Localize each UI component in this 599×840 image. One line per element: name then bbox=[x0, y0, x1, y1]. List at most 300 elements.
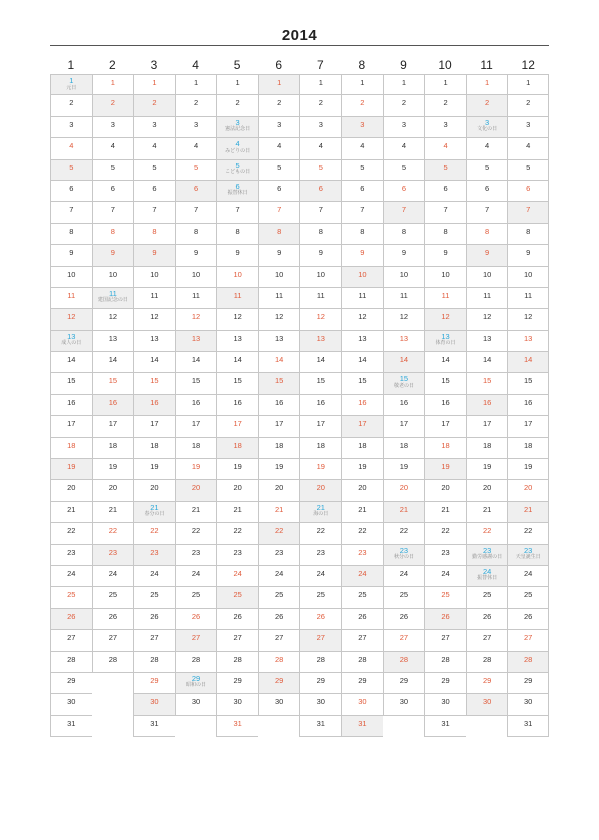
day-cell[interactable] bbox=[383, 245, 425, 266]
day-cell[interactable] bbox=[133, 630, 175, 651]
day-cell[interactable] bbox=[424, 267, 466, 288]
day-cell[interactable] bbox=[466, 117, 508, 138]
day-cell[interactable] bbox=[258, 438, 300, 459]
day-cell[interactable] bbox=[92, 480, 134, 501]
day-cell[interactable] bbox=[424, 716, 466, 737]
day-cell[interactable] bbox=[175, 267, 217, 288]
day-cell[interactable] bbox=[299, 245, 341, 266]
day-cell[interactable] bbox=[50, 438, 92, 459]
day-cell[interactable] bbox=[299, 459, 341, 480]
day-cell[interactable] bbox=[466, 160, 508, 181]
day-cell[interactable] bbox=[216, 673, 258, 694]
day-cell[interactable] bbox=[50, 716, 92, 737]
day-cell[interactable] bbox=[341, 630, 383, 651]
day-cell[interactable] bbox=[216, 331, 258, 352]
day-cell[interactable] bbox=[466, 566, 508, 587]
day-cell[interactable] bbox=[92, 202, 134, 223]
day-cell[interactable] bbox=[424, 652, 466, 673]
day-cell[interactable] bbox=[424, 331, 466, 352]
day-cell[interactable] bbox=[424, 480, 466, 501]
day-cell[interactable] bbox=[92, 587, 134, 608]
day-cell[interactable] bbox=[507, 202, 549, 223]
day-cell[interactable] bbox=[383, 502, 425, 523]
day-cell[interactable] bbox=[175, 373, 217, 394]
day-cell[interactable] bbox=[92, 566, 134, 587]
day-cell[interactable] bbox=[507, 160, 549, 181]
day-cell[interactable] bbox=[50, 694, 92, 715]
day-cell[interactable] bbox=[92, 459, 134, 480]
day-cell[interactable] bbox=[50, 395, 92, 416]
day-cell[interactable] bbox=[383, 480, 425, 501]
day-cell[interactable] bbox=[299, 673, 341, 694]
day-cell[interactable] bbox=[299, 117, 341, 138]
day-cell[interactable] bbox=[466, 267, 508, 288]
day-cell[interactable] bbox=[258, 202, 300, 223]
day-cell[interactable] bbox=[50, 373, 92, 394]
day-cell[interactable] bbox=[133, 545, 175, 566]
day-cell[interactable] bbox=[216, 117, 258, 138]
day-cell[interactable] bbox=[383, 331, 425, 352]
day-cell[interactable] bbox=[133, 673, 175, 694]
day-cell[interactable] bbox=[175, 224, 217, 245]
day-cell[interactable] bbox=[258, 373, 300, 394]
day-cell[interactable] bbox=[258, 117, 300, 138]
day-cell[interactable] bbox=[258, 609, 300, 630]
day-cell[interactable] bbox=[92, 267, 134, 288]
day-cell[interactable] bbox=[175, 673, 217, 694]
day-cell[interactable] bbox=[424, 566, 466, 587]
day-cell[interactable] bbox=[175, 138, 217, 159]
day-cell[interactable] bbox=[383, 459, 425, 480]
day-cell[interactable] bbox=[383, 138, 425, 159]
day-cell[interactable] bbox=[92, 309, 134, 330]
day-cell[interactable] bbox=[258, 480, 300, 501]
day-cell[interactable] bbox=[507, 673, 549, 694]
day-cell[interactable] bbox=[92, 288, 134, 309]
day-cell[interactable] bbox=[92, 395, 134, 416]
day-cell[interactable] bbox=[424, 545, 466, 566]
day-cell[interactable] bbox=[507, 630, 549, 651]
day-cell[interactable] bbox=[216, 630, 258, 651]
day-cell[interactable] bbox=[258, 267, 300, 288]
day-cell[interactable] bbox=[216, 160, 258, 181]
day-cell[interactable] bbox=[50, 117, 92, 138]
day-cell[interactable] bbox=[92, 352, 134, 373]
day-cell[interactable] bbox=[133, 459, 175, 480]
day-cell[interactable] bbox=[424, 352, 466, 373]
day-cell[interactable] bbox=[92, 502, 134, 523]
day-cell[interactable] bbox=[424, 438, 466, 459]
day-cell[interactable] bbox=[341, 566, 383, 587]
day-cell[interactable] bbox=[341, 224, 383, 245]
day-cell[interactable] bbox=[50, 652, 92, 673]
day-cell[interactable] bbox=[341, 181, 383, 202]
day-cell[interactable] bbox=[216, 373, 258, 394]
day-cell[interactable] bbox=[466, 502, 508, 523]
day-cell[interactable] bbox=[133, 395, 175, 416]
day-cell[interactable] bbox=[133, 438, 175, 459]
day-cell[interactable] bbox=[216, 95, 258, 116]
day-cell[interactable] bbox=[383, 352, 425, 373]
day-cell[interactable] bbox=[507, 502, 549, 523]
day-cell[interactable] bbox=[424, 609, 466, 630]
day-cell[interactable] bbox=[175, 545, 217, 566]
day-cell[interactable] bbox=[299, 288, 341, 309]
day-cell[interactable] bbox=[466, 523, 508, 544]
day-cell[interactable] bbox=[299, 160, 341, 181]
day-cell[interactable] bbox=[341, 523, 383, 544]
day-cell[interactable] bbox=[424, 181, 466, 202]
day-cell[interactable] bbox=[299, 181, 341, 202]
day-cell[interactable] bbox=[466, 352, 508, 373]
day-cell[interactable] bbox=[175, 395, 217, 416]
day-cell[interactable] bbox=[507, 459, 549, 480]
day-cell[interactable] bbox=[341, 609, 383, 630]
day-cell[interactable] bbox=[466, 438, 508, 459]
day-cell[interactable] bbox=[133, 373, 175, 394]
day-cell[interactable] bbox=[175, 74, 217, 95]
day-cell[interactable] bbox=[424, 138, 466, 159]
day-cell[interactable] bbox=[258, 352, 300, 373]
day-cell[interactable] bbox=[216, 288, 258, 309]
day-cell[interactable] bbox=[299, 438, 341, 459]
day-cell[interactable] bbox=[341, 673, 383, 694]
day-cell[interactable] bbox=[133, 95, 175, 116]
day-cell[interactable] bbox=[383, 202, 425, 223]
day-cell[interactable] bbox=[216, 395, 258, 416]
day-cell[interactable] bbox=[507, 545, 549, 566]
day-cell[interactable] bbox=[50, 545, 92, 566]
day-cell[interactable] bbox=[258, 523, 300, 544]
day-cell[interactable] bbox=[258, 587, 300, 608]
day-cell[interactable] bbox=[258, 694, 300, 715]
day-cell[interactable] bbox=[507, 694, 549, 715]
day-cell[interactable] bbox=[50, 160, 92, 181]
day-cell[interactable] bbox=[133, 267, 175, 288]
day-cell[interactable] bbox=[50, 673, 92, 694]
day-cell[interactable] bbox=[507, 309, 549, 330]
day-cell[interactable] bbox=[216, 566, 258, 587]
day-cell[interactable] bbox=[258, 545, 300, 566]
day-cell[interactable] bbox=[92, 181, 134, 202]
day-cell[interactable] bbox=[507, 438, 549, 459]
day-cell[interactable] bbox=[341, 267, 383, 288]
day-cell[interactable] bbox=[341, 480, 383, 501]
day-cell[interactable] bbox=[50, 630, 92, 651]
day-cell[interactable] bbox=[133, 331, 175, 352]
day-cell[interactable] bbox=[341, 74, 383, 95]
day-cell[interactable] bbox=[299, 587, 341, 608]
day-cell[interactable] bbox=[507, 352, 549, 373]
day-cell[interactable] bbox=[299, 416, 341, 437]
day-cell[interactable] bbox=[92, 545, 134, 566]
day-cell[interactable] bbox=[466, 202, 508, 223]
day-cell[interactable] bbox=[175, 587, 217, 608]
day-cell[interactable] bbox=[383, 117, 425, 138]
day-cell[interactable] bbox=[466, 694, 508, 715]
day-cell[interactable] bbox=[341, 352, 383, 373]
day-cell[interactable] bbox=[258, 74, 300, 95]
day-cell[interactable] bbox=[341, 716, 383, 737]
day-cell[interactable] bbox=[133, 416, 175, 437]
day-cell[interactable] bbox=[92, 74, 134, 95]
day-cell[interactable] bbox=[341, 694, 383, 715]
day-cell[interactable] bbox=[133, 716, 175, 737]
day-cell[interactable] bbox=[507, 138, 549, 159]
day-cell[interactable] bbox=[299, 373, 341, 394]
day-cell[interactable] bbox=[216, 652, 258, 673]
day-cell[interactable] bbox=[175, 523, 217, 544]
day-cell[interactable] bbox=[216, 245, 258, 266]
day-cell[interactable] bbox=[299, 224, 341, 245]
day-cell[interactable] bbox=[50, 245, 92, 266]
day-cell[interactable] bbox=[92, 438, 134, 459]
day-cell[interactable] bbox=[424, 587, 466, 608]
day-cell[interactable] bbox=[466, 138, 508, 159]
day-cell[interactable] bbox=[133, 502, 175, 523]
day-cell[interactable] bbox=[133, 352, 175, 373]
day-cell[interactable] bbox=[133, 694, 175, 715]
day-cell[interactable] bbox=[50, 416, 92, 437]
day-cell[interactable] bbox=[50, 480, 92, 501]
day-cell[interactable] bbox=[466, 480, 508, 501]
day-cell[interactable] bbox=[341, 459, 383, 480]
day-cell[interactable] bbox=[507, 609, 549, 630]
day-cell[interactable] bbox=[466, 74, 508, 95]
day-cell[interactable] bbox=[383, 160, 425, 181]
day-cell[interactable] bbox=[466, 245, 508, 266]
day-cell[interactable] bbox=[424, 416, 466, 437]
day-cell[interactable] bbox=[383, 545, 425, 566]
day-cell[interactable] bbox=[341, 416, 383, 437]
day-cell[interactable] bbox=[507, 395, 549, 416]
day-cell[interactable] bbox=[299, 630, 341, 651]
day-cell[interactable] bbox=[175, 117, 217, 138]
day-cell[interactable] bbox=[133, 523, 175, 544]
day-cell[interactable] bbox=[383, 652, 425, 673]
day-cell[interactable] bbox=[383, 609, 425, 630]
day-cell[interactable] bbox=[383, 288, 425, 309]
day-cell[interactable] bbox=[424, 673, 466, 694]
day-cell[interactable] bbox=[258, 416, 300, 437]
day-cell[interactable] bbox=[341, 331, 383, 352]
day-cell[interactable] bbox=[50, 74, 92, 95]
day-cell[interactable] bbox=[507, 416, 549, 437]
day-cell[interactable] bbox=[216, 352, 258, 373]
day-cell[interactable] bbox=[50, 566, 92, 587]
day-cell[interactable] bbox=[299, 74, 341, 95]
day-cell[interactable] bbox=[466, 331, 508, 352]
day-cell[interactable] bbox=[133, 117, 175, 138]
day-cell[interactable] bbox=[466, 181, 508, 202]
day-cell[interactable] bbox=[424, 117, 466, 138]
day-cell[interactable] bbox=[133, 288, 175, 309]
day-cell[interactable] bbox=[175, 438, 217, 459]
day-cell[interactable] bbox=[507, 224, 549, 245]
day-cell[interactable] bbox=[92, 652, 134, 673]
day-cell[interactable] bbox=[216, 716, 258, 737]
day-cell[interactable] bbox=[216, 459, 258, 480]
day-cell[interactable] bbox=[299, 202, 341, 223]
day-cell[interactable] bbox=[216, 480, 258, 501]
day-cell[interactable] bbox=[175, 502, 217, 523]
day-cell[interactable] bbox=[507, 267, 549, 288]
day-cell[interactable] bbox=[216, 545, 258, 566]
day-cell[interactable] bbox=[341, 309, 383, 330]
day-cell[interactable] bbox=[216, 609, 258, 630]
day-cell[interactable] bbox=[466, 224, 508, 245]
day-cell[interactable] bbox=[216, 416, 258, 437]
day-cell[interactable] bbox=[133, 652, 175, 673]
day-cell[interactable] bbox=[175, 309, 217, 330]
day-cell[interactable] bbox=[383, 587, 425, 608]
day-cell[interactable] bbox=[216, 309, 258, 330]
day-cell[interactable] bbox=[341, 502, 383, 523]
day-cell[interactable] bbox=[383, 95, 425, 116]
day-cell[interactable] bbox=[216, 267, 258, 288]
day-cell[interactable] bbox=[216, 502, 258, 523]
day-cell[interactable] bbox=[507, 245, 549, 266]
day-cell[interactable] bbox=[383, 523, 425, 544]
day-cell[interactable] bbox=[92, 138, 134, 159]
day-cell[interactable] bbox=[424, 309, 466, 330]
day-cell[interactable] bbox=[133, 480, 175, 501]
day-cell[interactable] bbox=[299, 480, 341, 501]
day-cell[interactable] bbox=[50, 331, 92, 352]
day-cell[interactable] bbox=[216, 74, 258, 95]
day-cell[interactable] bbox=[299, 352, 341, 373]
day-cell[interactable] bbox=[507, 652, 549, 673]
day-cell[interactable] bbox=[258, 288, 300, 309]
day-cell[interactable] bbox=[92, 630, 134, 651]
day-cell[interactable] bbox=[424, 95, 466, 116]
day-cell[interactable] bbox=[507, 566, 549, 587]
day-cell[interactable] bbox=[50, 309, 92, 330]
day-cell[interactable] bbox=[92, 331, 134, 352]
day-cell[interactable] bbox=[383, 74, 425, 95]
day-cell[interactable] bbox=[258, 224, 300, 245]
day-cell[interactable] bbox=[216, 138, 258, 159]
day-cell[interactable] bbox=[383, 673, 425, 694]
day-cell[interactable] bbox=[299, 95, 341, 116]
day-cell[interactable] bbox=[507, 373, 549, 394]
day-cell[interactable] bbox=[466, 587, 508, 608]
day-cell[interactable] bbox=[383, 309, 425, 330]
day-cell[interactable] bbox=[341, 160, 383, 181]
day-cell[interactable] bbox=[258, 181, 300, 202]
day-cell[interactable] bbox=[216, 587, 258, 608]
day-cell[interactable] bbox=[175, 652, 217, 673]
day-cell[interactable] bbox=[507, 288, 549, 309]
day-cell[interactable] bbox=[507, 331, 549, 352]
day-cell[interactable] bbox=[424, 74, 466, 95]
day-cell[interactable] bbox=[383, 694, 425, 715]
day-cell[interactable] bbox=[424, 202, 466, 223]
day-cell[interactable] bbox=[50, 267, 92, 288]
day-cell[interactable] bbox=[175, 459, 217, 480]
day-cell[interactable] bbox=[258, 138, 300, 159]
day-cell[interactable] bbox=[133, 181, 175, 202]
day-cell[interactable] bbox=[133, 74, 175, 95]
day-cell[interactable] bbox=[133, 566, 175, 587]
day-cell[interactable] bbox=[299, 609, 341, 630]
day-cell[interactable] bbox=[216, 224, 258, 245]
day-cell[interactable] bbox=[92, 609, 134, 630]
day-cell[interactable] bbox=[466, 288, 508, 309]
day-cell[interactable] bbox=[299, 694, 341, 715]
day-cell[interactable] bbox=[383, 438, 425, 459]
day-cell[interactable] bbox=[424, 245, 466, 266]
day-cell[interactable] bbox=[341, 587, 383, 608]
day-cell[interactable] bbox=[175, 181, 217, 202]
day-cell[interactable] bbox=[92, 245, 134, 266]
day-cell[interactable] bbox=[133, 245, 175, 266]
day-cell[interactable] bbox=[299, 395, 341, 416]
day-cell[interactable] bbox=[299, 523, 341, 544]
day-cell[interactable] bbox=[507, 523, 549, 544]
day-cell[interactable] bbox=[424, 630, 466, 651]
day-cell[interactable] bbox=[424, 373, 466, 394]
day-cell[interactable] bbox=[299, 138, 341, 159]
day-cell[interactable] bbox=[92, 95, 134, 116]
day-cell[interactable] bbox=[383, 630, 425, 651]
day-cell[interactable] bbox=[466, 673, 508, 694]
day-cell[interactable] bbox=[133, 309, 175, 330]
day-cell[interactable] bbox=[216, 181, 258, 202]
day-cell[interactable] bbox=[507, 74, 549, 95]
day-cell[interactable] bbox=[92, 224, 134, 245]
day-cell[interactable] bbox=[299, 652, 341, 673]
day-cell[interactable] bbox=[50, 288, 92, 309]
day-cell[interactable] bbox=[92, 416, 134, 437]
day-cell[interactable] bbox=[507, 95, 549, 116]
day-cell[interactable] bbox=[50, 202, 92, 223]
day-cell[interactable] bbox=[175, 694, 217, 715]
day-cell[interactable] bbox=[50, 138, 92, 159]
day-cell[interactable] bbox=[299, 545, 341, 566]
day-cell[interactable] bbox=[50, 181, 92, 202]
day-cell[interactable] bbox=[466, 652, 508, 673]
day-cell[interactable] bbox=[258, 160, 300, 181]
day-cell[interactable] bbox=[175, 352, 217, 373]
day-cell[interactable] bbox=[299, 267, 341, 288]
day-cell[interactable] bbox=[466, 609, 508, 630]
day-cell[interactable] bbox=[133, 160, 175, 181]
day-cell[interactable] bbox=[299, 309, 341, 330]
day-cell[interactable] bbox=[424, 288, 466, 309]
day-cell[interactable] bbox=[466, 309, 508, 330]
day-cell[interactable] bbox=[341, 95, 383, 116]
day-cell[interactable] bbox=[50, 459, 92, 480]
day-cell[interactable] bbox=[507, 587, 549, 608]
day-cell[interactable] bbox=[175, 630, 217, 651]
day-cell[interactable] bbox=[466, 395, 508, 416]
day-cell[interactable] bbox=[507, 716, 549, 737]
day-cell[interactable] bbox=[341, 545, 383, 566]
day-cell[interactable] bbox=[424, 459, 466, 480]
day-cell[interactable] bbox=[50, 609, 92, 630]
day-cell[interactable] bbox=[133, 138, 175, 159]
day-cell[interactable] bbox=[383, 181, 425, 202]
day-cell[interactable] bbox=[175, 160, 217, 181]
day-cell[interactable] bbox=[258, 95, 300, 116]
day-cell[interactable] bbox=[258, 630, 300, 651]
day-cell[interactable] bbox=[175, 609, 217, 630]
day-cell[interactable] bbox=[133, 587, 175, 608]
day-cell[interactable] bbox=[175, 331, 217, 352]
day-cell[interactable] bbox=[341, 138, 383, 159]
day-cell[interactable] bbox=[50, 587, 92, 608]
